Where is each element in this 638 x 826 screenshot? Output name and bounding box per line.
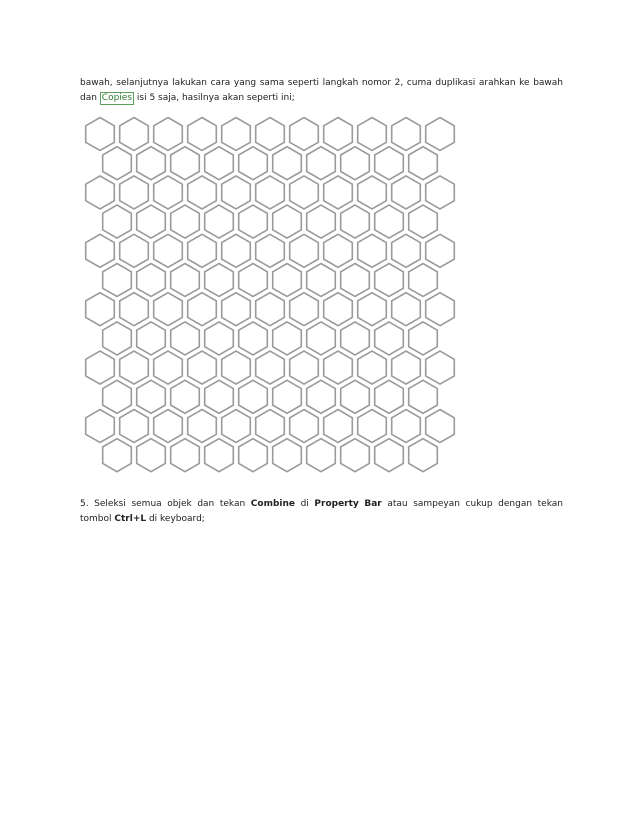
hexagon-cell [137,147,166,180]
paragraph2-line1 [80,497,563,512]
hexagon-cell [188,293,217,326]
hexagon-cell [290,118,319,151]
hexagon-cell [392,293,421,326]
hexagon-cell [120,176,149,209]
hexagon-cell [392,118,421,151]
hexagon-cell [273,147,302,180]
paragraph2-line2 [80,512,563,527]
hexagon-cell [137,205,166,238]
hexagon-cell [205,380,234,413]
hexagon-cell [120,410,149,443]
hexagon-cell [86,410,115,443]
hexagon-cell [239,264,268,297]
hexagon-cell [188,118,217,151]
hexagon-cell [86,351,115,384]
hexagon-cell [171,380,200,413]
hexagon-cell [324,410,353,443]
hexagon-cell [426,234,455,267]
paragraph2-text: tombol [80,514,115,524]
hexagon-cell [426,176,455,209]
hexagon-cell [307,264,336,297]
hexagon-cell [324,118,353,151]
hexagon-cell [103,439,132,472]
hexagon-cell [273,264,302,297]
hexagon-cell [409,264,438,297]
bar-keyword: Bar [364,499,382,509]
hexagon-cell [188,351,217,384]
hexagon-cell [307,322,336,355]
hexagon-cell [392,176,421,209]
hexagon-cell [341,264,370,297]
hexagon-cell [341,380,370,413]
hexagon-cell [392,351,421,384]
hexagon-cell [239,147,268,180]
hexagon-cell [426,293,455,326]
hexagon-cell [375,322,404,355]
hexagon-cell [205,322,234,355]
hexagon-cell [290,293,319,326]
combine-keyword: Combine [250,499,295,509]
hexagon-cell [205,264,234,297]
hexagon-cell [256,234,285,267]
paragraph2-text: di keyboard; [146,514,205,524]
hexagon-cell [290,176,319,209]
hexagon-cell [205,147,234,180]
hexagon-cell [341,439,370,472]
hexagon-cell [307,380,336,413]
hexagon-cell [86,234,115,267]
hexagon-cell [307,147,336,180]
hexagon-cell [188,176,217,209]
hexagon-cell [409,380,438,413]
instruction-paragraph-2 [80,497,563,527]
paragraph2-text: di [295,499,315,509]
hexagon-cell [256,351,285,384]
hexagon-cell [137,264,166,297]
hexagon-cell [205,439,234,472]
hexagon-cell [188,234,217,267]
hexagon-cell [222,410,251,443]
hexagon-cell [307,205,336,238]
paragraph2-text: 5. Seleksi semua objek dan tekan [80,499,251,509]
paragraph1-line2-before: dan [80,93,100,103]
hexagon-cell [171,322,200,355]
hexagon-cell [256,118,285,151]
hexagon-cell [154,410,183,443]
hexagon-cell [409,205,438,238]
hexagon-cell [171,264,200,297]
paragraph2-text: atau sampeyan cukup dengan tekan [381,499,563,509]
hexagon-cell [358,293,387,326]
hexagon-cell [120,234,149,267]
hexagon-cell [103,264,132,297]
hexagon-cell [307,439,336,472]
hexagon-cell [341,205,370,238]
paragraph1-line2-after: isi 5 saja, hasilnya akan seperti ini; [134,93,295,103]
hexagon-cell [120,118,149,151]
ctrl-l-shortcut: Ctrl+L [114,514,147,524]
hexagon-cell [324,351,353,384]
hexagon-cell [426,410,455,443]
hexagon-cell [324,234,353,267]
hexagon-cell [256,410,285,443]
hexagon-cell [205,205,234,238]
hexagon-cell [154,234,183,267]
hexagon-cell [137,439,166,472]
hexagon-cell [137,380,166,413]
hexagon-cell [273,322,302,355]
hexagon-cell [358,351,387,384]
instruction-paragraph-1 [80,76,563,106]
hexagon-cell [171,205,200,238]
hexagon-cell [154,118,183,151]
hexagon-cell [256,293,285,326]
hexagon-cell [154,176,183,209]
hexagon-cell [154,293,183,326]
hexagon-cell [137,322,166,355]
hexagon-cell [324,176,353,209]
hexagon-cell [273,439,302,472]
hexagon-cell [154,351,183,384]
hexagon-cell [426,351,455,384]
hexagon-cell [86,176,115,209]
hexagon-cell [358,176,387,209]
hexagon-cell [103,147,132,180]
hexagon-cell [171,147,200,180]
hexagon-cell [273,205,302,238]
hexagon-cell [375,264,404,297]
hexagon-cell [239,322,268,355]
copies-label: Copies [101,93,133,103]
property-keyword: Property [314,499,359,509]
hexagon-cell [358,410,387,443]
hexagon-cell [341,322,370,355]
hexagon-cell [239,205,268,238]
hexagon-cell [86,118,115,151]
hexagon-cell [375,439,404,472]
hexagon-cell [426,118,455,151]
hexagon-cell [222,234,251,267]
hexagon-cell [290,234,319,267]
hexagon-cell [256,176,285,209]
hexagon-cell [103,205,132,238]
hexagon-cell [239,380,268,413]
hexagon-cell [409,147,438,180]
hexagon-cell [375,147,404,180]
hexagon-cell [222,351,251,384]
hexagon-grid-figure [80,114,465,484]
hexagon-cell [290,410,319,443]
hexagon-cell [222,293,251,326]
hexagon-cell [409,322,438,355]
paragraph1-line1: bawah, selanjutnya lakukan cara yang sama seperti langkah nomor 2, cuma duplikasi arahkan ke bawah [80,78,563,88]
hexagon-cell [290,351,319,384]
hexagon-cell [324,293,353,326]
paragraph1-line2 [80,91,563,106]
hexagon-cell [392,234,421,267]
hexagon-cell [409,439,438,472]
hexagon-cell [222,118,251,151]
hexagon-cell [120,293,149,326]
hexagon-cell [392,410,421,443]
hexagon-cell [103,380,132,413]
hexagon-cell [341,147,370,180]
hexagon-cell [188,410,217,443]
hexagon-cell [358,118,387,151]
hexagon-cell [222,176,251,209]
hexagon-cell [171,439,200,472]
hexagon-cell [103,322,132,355]
hexagon-cell [375,205,404,238]
hexagon-cell [239,439,268,472]
hexagon-cell [358,234,387,267]
hexagon-cell [120,351,149,384]
hexagon-cell [273,380,302,413]
hexagon-cell [86,293,115,326]
hexagon-cell [375,380,404,413]
